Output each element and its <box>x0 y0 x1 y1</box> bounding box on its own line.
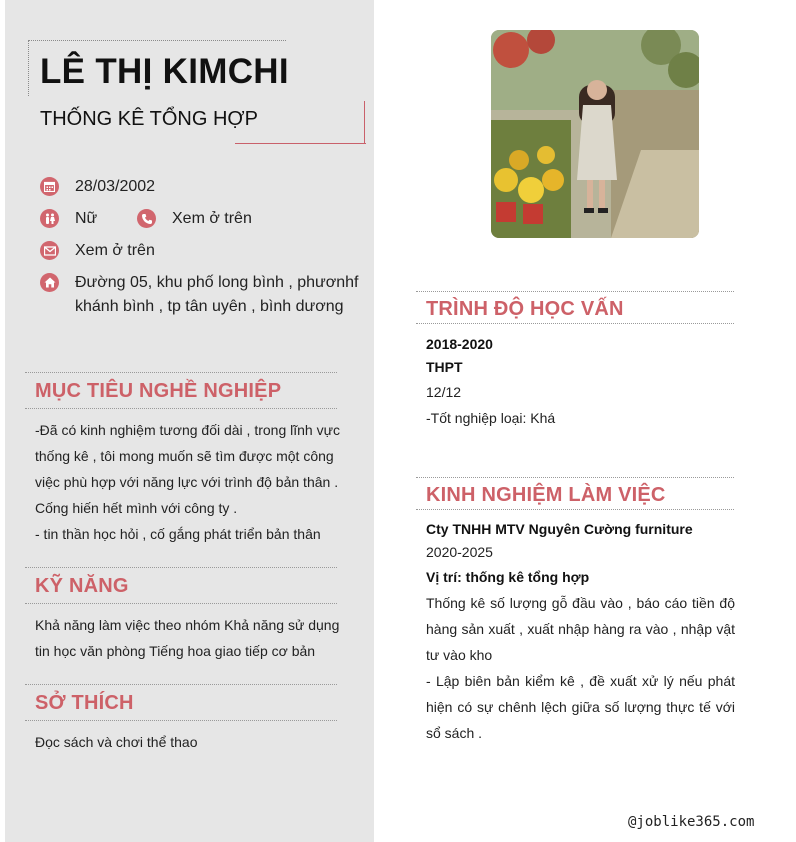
address-line: khánh bình , tp tân uyên , bình dương <box>75 298 344 315</box>
education-heading <box>416 291 734 324</box>
objective-line: Cống hiến hết mình với công ty . <box>35 500 238 516</box>
objective-line: -Đã có kinh nghiệm tương đối dài , trong lĩnh vực <box>35 422 340 438</box>
education-heading-text: TRÌNH ĐỘ HỌC VẤN <box>426 298 624 320</box>
experience-position: Vị trí: thống kê tổng hợp <box>426 569 590 585</box>
home-icon <box>40 273 59 292</box>
education-grade: 12/12 <box>426 384 462 400</box>
objective-heading-text: MỤC TIÊU NGHỀ NGHIỆP <box>35 380 282 402</box>
hobbies-heading <box>25 684 337 721</box>
mail-icon <box>40 241 59 260</box>
phone: Xem ở trên <box>172 210 252 227</box>
education-school: THPT <box>426 359 463 375</box>
education-note: -Tốt nghiệp loại: Khá <box>426 410 556 426</box>
email: Xem ở trên <box>75 242 155 259</box>
objective-line: việc phù hợp với năng lực với trình độ bản thân . <box>35 474 339 490</box>
job-title: THỐNG KÊ TỔNG HỢP <box>40 108 258 130</box>
hobbies-heading-text: SỞ THÍCH <box>35 692 134 714</box>
skills-heading-text: KỸ NĂNG <box>35 575 129 597</box>
birthdate: 28/03/2002 <box>75 178 156 195</box>
experience-heading-text: KINH NGHIỆM LÀM VIỆC <box>426 484 666 506</box>
skills-line: tin học văn phòng Tiếng hoa giao tiếp cơ bản <box>35 643 316 659</box>
objective-heading <box>25 372 337 409</box>
calendar-icon <box>40 177 59 196</box>
profile-photo <box>491 30 699 238</box>
site-watermark: @joblike365.com <box>628 814 755 830</box>
phone-icon <box>137 209 156 228</box>
skills-heading <box>25 567 337 604</box>
education-period: 2018-2020 <box>426 336 493 352</box>
title-underline <box>235 143 366 144</box>
skills-line: Khả năng làm việc theo nhóm Khả năng sử dụng <box>35 617 340 633</box>
title-decoration-line <box>364 101 365 144</box>
gender-icon <box>40 209 59 228</box>
address <box>75 271 365 319</box>
skills-text <box>35 612 345 664</box>
experience-desc: - Lập biên bản kiểm kê , đề xuất xử lý nếu phát hiện có sự chênh lệch giữa số lượng thực tế với sổ sách . <box>426 673 735 741</box>
objective-line: thống kê , tôi mong muốn sẽ tìm được một công <box>35 448 334 464</box>
experience-company: Cty TNHH MTV Nguyên Cường furniture <box>426 521 693 537</box>
objective-line: - tin thần học hỏi , cố gắng phát triển bản thân <box>35 526 321 542</box>
experience-period: 2020-2025 <box>426 544 493 560</box>
experience-heading <box>416 477 734 510</box>
address-line: Đường 05, khu phố long bình , phươnhf <box>75 274 359 291</box>
gender: Nữ <box>75 210 98 227</box>
experience-desc: Thống kê số lượng gỗ đầu vào , báo cáo tiền độ hàng sản xuất , xuất nhập hàng ra vào , nhập vật tư vào kho <box>426 595 735 663</box>
candidate-name: LÊ THỊ KIMCHI <box>40 52 289 91</box>
hobbies-text: Đọc sách và chơi thể thao <box>35 734 198 750</box>
objective-text <box>35 417 345 547</box>
